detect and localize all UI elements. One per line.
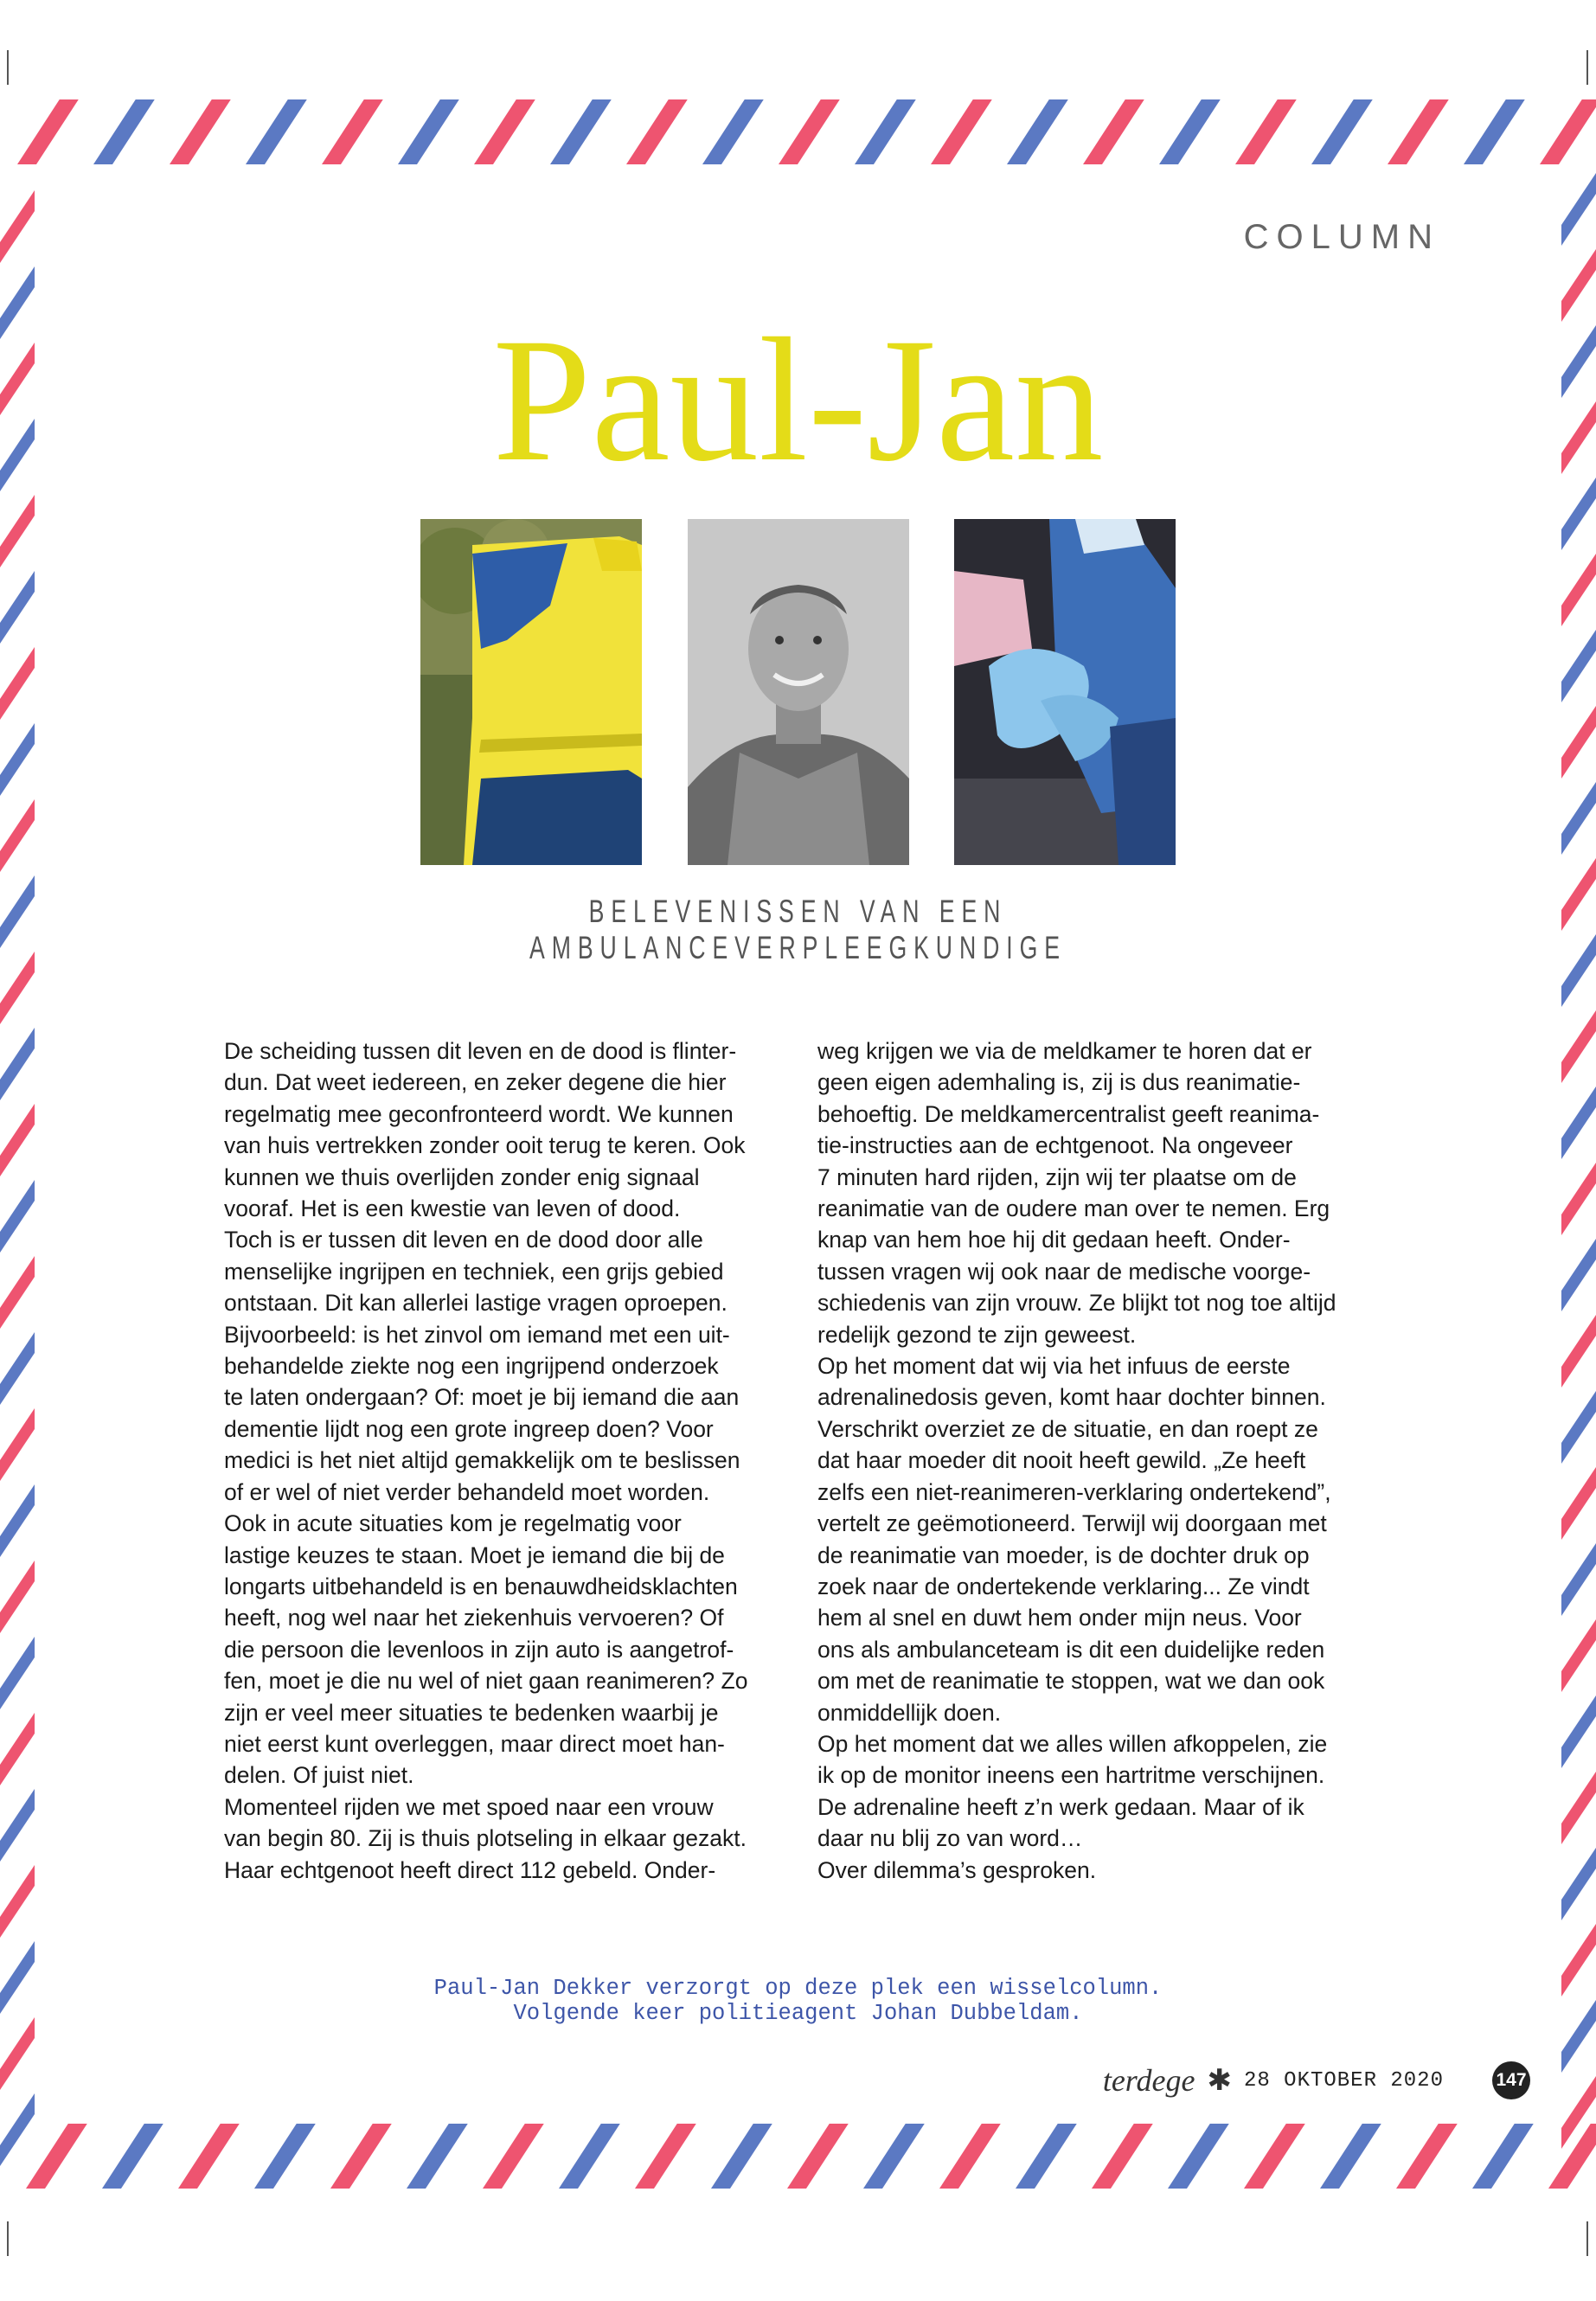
- border-stripe: [1472, 2124, 1534, 2189]
- text-line: behandelde ziekte nog een ingrijpend onderzoek: [224, 1353, 719, 1380]
- text-line: die persoon die levenloos in zijn auto is aangetrof-: [224, 1636, 734, 1663]
- border-stripe: [1159, 99, 1221, 164]
- page-number: 147: [1492, 2061, 1530, 2099]
- text-line: lastige keuzes te staan. Moet je iemand die bij de: [224, 1541, 725, 1568]
- text-line: schiedenis van zijn vrouw. Ze blijkt tot nog toe altijd: [817, 1290, 1336, 1317]
- text-line: dat haar moeder dit nooit heeft gewild. „Ze heeft: [817, 1447, 1306, 1474]
- border-stripe: [0, 190, 35, 263]
- author-note: [0, 1976, 1596, 2026]
- issue-date: 28 OKTOBER 2020: [1243, 2068, 1444, 2093]
- text-line: dementie lijdt nog een grote ingreep doen? Voor: [224, 1415, 714, 1442]
- text-line: medici is het niet altijd gemakkelijk om te beslissen: [224, 1447, 740, 1474]
- border-stripe: [855, 99, 916, 164]
- border-stripe: [939, 2124, 1001, 2189]
- text-line: ik op de monitor ineens een hartritme verschijnen.: [817, 1762, 1325, 1789]
- section-label: COLUMN: [1243, 218, 1440, 256]
- border-stripe: [626, 99, 688, 164]
- text-line: onmiddellijk doen.: [817, 1699, 1002, 1726]
- border-stripe: [246, 99, 307, 164]
- border-stripe: [931, 99, 992, 164]
- crop-mark: [1586, 2221, 1588, 2256]
- page-title: Paul-Jan: [492, 302, 1104, 498]
- text-line: niet eerst kunt overleggen, maar direct moet han-: [224, 1730, 725, 1757]
- asterisk-icon: ✱: [1207, 2063, 1232, 2098]
- text-line: longarts uitbehandeld is en benauwdheidsklachten: [224, 1573, 738, 1599]
- border-stripe: [1561, 1772, 1596, 1844]
- article-column-left: [224, 1035, 778, 1886]
- border-stripe: [1388, 99, 1449, 164]
- border-stripe: [0, 1484, 35, 1557]
- text-line: Op het moment dat wij via het infuus de eerste: [817, 1353, 1291, 1380]
- text-line: kunnen we thuis overlijden zonder enig signaal: [224, 1163, 700, 1190]
- text-line: ons als ambulanceteam is dit een duidelijke reden: [817, 1636, 1325, 1663]
- border-stripe: [1016, 2124, 1077, 2189]
- border-stripe: [1244, 2124, 1305, 2189]
- text-line: adrenalinedosis geven, komt haar dochter binnen.: [817, 1384, 1326, 1411]
- text-line: Over dilemma’s gesproken.: [817, 1856, 1097, 1883]
- text-line: Momenteel rijden we met spoed naar een vrouw: [224, 1793, 714, 1820]
- border-stripe: [1083, 99, 1144, 164]
- text-line: Ook in acute situaties kom je regelmatig voor: [224, 1510, 682, 1537]
- text-line: knap van hem hoe hij dit gedaan heeft. Onder-: [817, 1227, 1291, 1253]
- text-line: 7 minuten hard rijden, zijn wij ter plaatse om de: [817, 1163, 1297, 1190]
- crop-mark: [1586, 50, 1588, 85]
- border-stripe: [0, 2017, 35, 2090]
- text-line: tussen vragen wij ook naar de medische voorge-: [817, 1258, 1311, 1285]
- border-stripe: [1540, 99, 1596, 164]
- portrait-photo: [688, 519, 909, 865]
- border-stripe: [787, 2124, 849, 2189]
- text-line: Op het moment dat we alles willen afkoppelen, zie: [817, 1730, 1328, 1757]
- border-stripe: [474, 99, 535, 164]
- text-line: Haar echtgenoot heeft direct 112 gebeld. Onder-: [224, 1856, 716, 1883]
- article-column-right: [817, 1035, 1371, 1886]
- border-stripe: [1561, 1391, 1596, 1464]
- subtitle: [0, 894, 1596, 966]
- border-stripe: [322, 99, 383, 164]
- text-line: fen, moet je die nu wel of niet gaan reanimeren? Zo: [224, 1668, 748, 1695]
- text-line: ontstaan. Dit kan allerlei lastige vragen oproepen.: [224, 1290, 727, 1317]
- border-stripe: [0, 723, 35, 796]
- border-stripe: [550, 99, 612, 164]
- border-stripe: [0, 1180, 35, 1253]
- text-line: zijn er veel meer situaties te bedenken waarbij je: [224, 1699, 719, 1726]
- border-stripe: [0, 495, 35, 567]
- gloves-photo: [954, 519, 1176, 865]
- text-line: zoek naar de ondertekende verklaring... Ze vindt: [817, 1573, 1310, 1599]
- text-line: Verschrikt overziet ze de situatie, en dan roept ze: [817, 1415, 1318, 1442]
- text-line: de reanimatie van moeder, is de dochter druk op: [817, 1541, 1310, 1568]
- border-stripe: [330, 2124, 392, 2189]
- border-stripe: [1561, 1163, 1596, 1235]
- border-stripe: [559, 2124, 620, 2189]
- text-line: delen. Of juist niet.: [224, 1762, 414, 1789]
- text-line: tie-instructies aan de echtgenoot. Na ongeveer: [817, 1132, 1293, 1159]
- magazine-logo: terdege: [1102, 2063, 1195, 2098]
- border-stripe: [1561, 1010, 1596, 1083]
- border-stripe: [398, 99, 459, 164]
- border-stripe: [1561, 706, 1596, 779]
- author-note-line-1: Paul-Jan Dekker verzorgt op deze plek een wisselcolumn.: [433, 1976, 1163, 2001]
- border-stripe: [178, 2124, 240, 2189]
- border-stripe: [1396, 2124, 1458, 2189]
- border-stripe: [1464, 99, 1525, 164]
- border-stripe: [0, 1332, 35, 1405]
- border-stripe: [102, 2124, 163, 2189]
- border-stripe: [1235, 99, 1297, 164]
- border-stripe: [1561, 782, 1596, 855]
- author-note-line-2: Volgende keer politieagent Johan Dubbeldam.: [513, 2001, 1083, 2026]
- border-stripe: [1561, 630, 1596, 702]
- text-line: regelmatig mee geconfronteerd wordt. We kunnen: [224, 1100, 734, 1127]
- text-line: om met de reanimatie te stoppen, wat we dan ook: [817, 1668, 1325, 1695]
- text-line: De scheiding tussen dit leven en de dood is flinter-: [224, 1038, 737, 1064]
- border-stripe: [0, 1865, 35, 1938]
- border-stripe: [0, 1789, 35, 1862]
- border-stripe: [483, 2124, 544, 2189]
- text-line: dun. Dat weet iedereen, en zeker degene die hier: [224, 1069, 727, 1096]
- border-stripe: [17, 99, 79, 164]
- border-stripe: [0, 1028, 35, 1100]
- subtitle-line-2: AMBULANCEVERPLEEGKUNDIGE: [529, 930, 1067, 965]
- text-line: vooraf. Het is een kwestie van leven of dood.: [224, 1195, 681, 1222]
- border-stripe: [1561, 1695, 1596, 1768]
- crop-mark: [7, 2221, 9, 2256]
- text-line: daar nu blij zo van word…: [817, 1825, 1083, 1852]
- border-stripe: [1561, 1086, 1596, 1159]
- border-stripe: [1007, 99, 1068, 164]
- border-stripe: [0, 1104, 35, 1176]
- border-stripe: [635, 2124, 696, 2189]
- border-stripe: [1561, 1315, 1596, 1388]
- page-footer: [1103, 2059, 1530, 2102]
- text-line: weg krijgen we via de meldkamer te horen dat er: [817, 1038, 1312, 1064]
- border-stripe: [0, 647, 35, 720]
- border-stripe: [1561, 1543, 1596, 1616]
- border-stripe: [1548, 2124, 1596, 2189]
- text-line: geen eigen ademhaling is, zij is dus reanimatie-: [817, 1069, 1301, 1096]
- border-stripe: [0, 1408, 35, 1481]
- border-stripe: [254, 2124, 316, 2189]
- border-stripe: [0, 2093, 35, 2166]
- border-stripe: [1561, 173, 1596, 246]
- ambulance-photo: [420, 519, 642, 865]
- border-stripe: [702, 99, 764, 164]
- border-stripe: [1561, 1467, 1596, 1540]
- subtitle-line-1: BELEVENISSEN VAN EEN: [588, 894, 1008, 929]
- text-line: menselijke ingrijpen en techniek, een grijs gebied: [224, 1258, 724, 1285]
- text-line: reanimatie van de oudere man over te nemen. Erg: [817, 1195, 1330, 1222]
- text-line: van huis vertrekken zonder ooit terug te keren. Ook: [224, 1132, 746, 1159]
- border-stripe: [26, 2124, 87, 2189]
- border-stripe: [1561, 1848, 1596, 1920]
- border-stripe: [0, 1561, 35, 1633]
- text-line: Bijvoorbeeld: is het zinvol om iemand met een uit-: [224, 1321, 730, 1348]
- border-stripe: [1320, 2124, 1381, 2189]
- border-stripe: [1168, 2124, 1229, 2189]
- text-line: redelijk gezond te zijn geweest.: [817, 1321, 1137, 1348]
- text-line: te laten ondergaan? Of: moet je bij iemand die aan: [224, 1384, 740, 1411]
- border-stripe: [711, 2124, 772, 2189]
- border-stripe: [1311, 99, 1373, 164]
- text-line: zelfs een niet-reanimeren-verklaring ondertekend”,: [817, 1478, 1331, 1505]
- border-stripe: [0, 571, 35, 644]
- border-stripe: [1561, 1619, 1596, 1692]
- text-line: vertelt ze geëmotioneerd. Terwijl wij doorgaan met: [817, 1510, 1327, 1537]
- border-stripe: [863, 2124, 925, 2189]
- border-stripe: [93, 99, 155, 164]
- border-stripe: [0, 1713, 35, 1785]
- border-stripe: [1561, 1239, 1596, 1311]
- border-stripe: [0, 1256, 35, 1329]
- text-line: behoeftig. De meldkamercentralist geeft reanima-: [817, 1100, 1320, 1127]
- text-line: Toch is er tussen dit leven en de dood door alle: [224, 1227, 703, 1253]
- crop-mark: [7, 50, 9, 85]
- border-stripe: [779, 99, 840, 164]
- border-stripe: [1092, 2124, 1153, 2189]
- border-stripe: [170, 99, 231, 164]
- text-line: hem al snel en duwt hem onder mijn neus. Voor: [817, 1605, 1302, 1631]
- border-stripe: [1561, 554, 1596, 626]
- border-stripe: [0, 1637, 35, 1709]
- text-line: heeft, nog wel naar het ziekenhuis vervoeren? Of: [224, 1605, 724, 1631]
- text-line: De adrenaline heeft z’n werk gedaan. Maar of ik: [817, 1793, 1304, 1820]
- border-stripe: [0, 799, 35, 872]
- text-line: van begin 80. Zij is thuis plotseling in elkaar gezakt.: [224, 1825, 747, 1852]
- border-stripe: [407, 2124, 468, 2189]
- text-line: of er wel of niet verder behandeld moet worden.: [224, 1478, 710, 1505]
